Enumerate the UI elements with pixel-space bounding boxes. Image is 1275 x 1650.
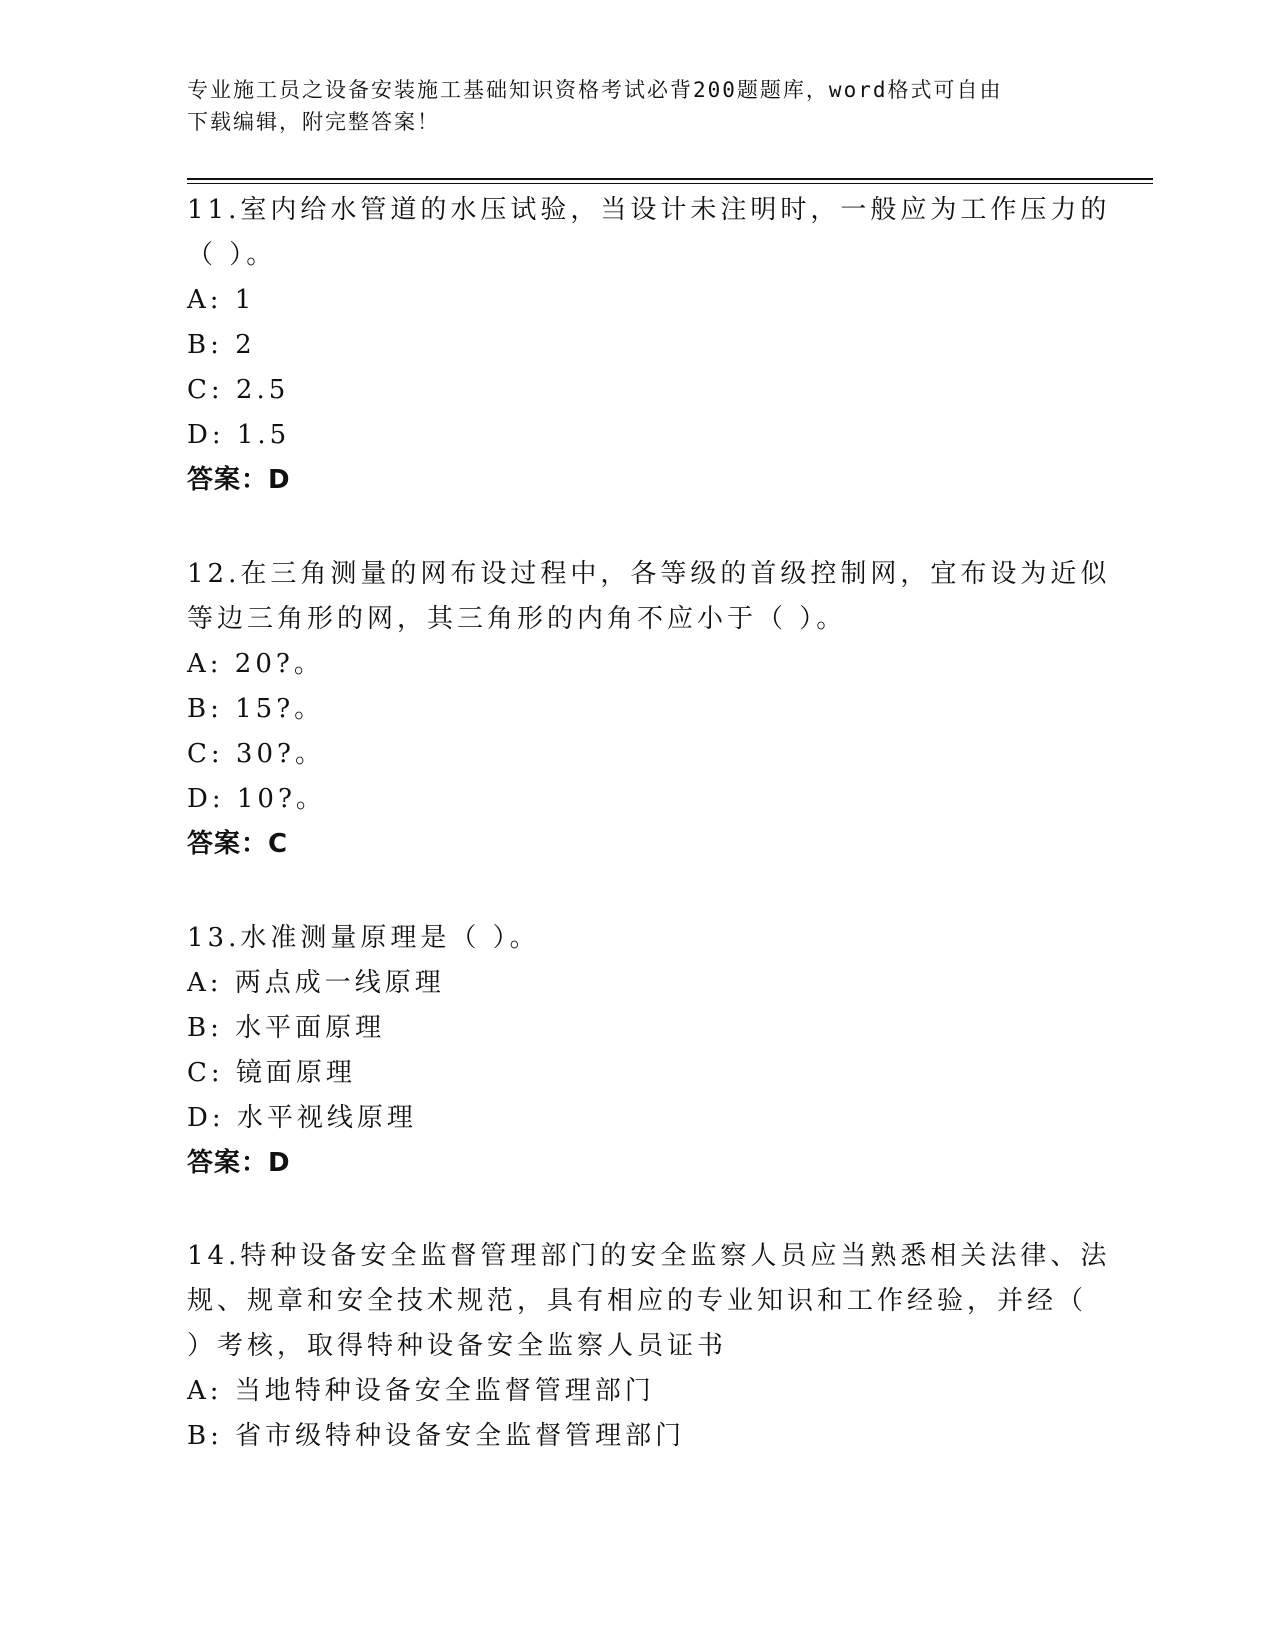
option-a: A: 1 [187,285,256,315]
option-d: D: 水平视线原理 [187,1103,417,1133]
option-c: C: 镜面原理 [187,1058,356,1088]
option-c: C: 30?。 [187,739,325,769]
option-b: B: 水平面原理 [187,1013,386,1043]
question-stem: 14.特种设备安全监督管理部门的安全监察人员应当熟悉相关法律、法 [187,1241,1111,1271]
option-b: B: 省市级特种设备安全监督管理部门 [187,1421,686,1451]
option-a: A: 当地特种设备安全监督管理部门 [187,1376,655,1406]
answer-line: 答案：D [187,465,291,495]
answer-line: 答案：D [187,1148,291,1178]
option-d: D: 1.5 [187,420,291,450]
header-line-2: 下载编辑，附完整答案！ [187,110,440,134]
header-line-1: 专业施工员之设备安装施工基础知识资格考试必背200题题库，word格式可自由 [187,78,1003,102]
question-stem: 12.在三角测量的网布设过程中，各等级的首级控制网，宜布设为近似 [187,559,1111,589]
document-header [187,74,1087,138]
question-14 [187,1234,1111,1459]
question-stem: 等边三角形的网，其三角形的内角不应小于（ ）。 [187,604,847,634]
question-stem: （ ）。 [187,240,277,270]
option-c: C: 2.5 [187,375,290,405]
question-13 [187,916,1087,1186]
header-divider-thin [187,183,1153,184]
header-divider-thick [187,178,1153,180]
option-a: A: 两点成一线原理 [187,968,445,998]
option-b: B: 15?。 [187,694,325,724]
question-stem: 规、规章和安全技术规范，具有相应的专业知识和工作经验，并经（ [187,1286,1088,1316]
option-d: D: 10?。 [187,784,326,814]
question-stem: 13.水准测量原理是（ ）。 [187,923,540,953]
option-b: B: 2 [187,330,256,360]
question-12 [187,552,1111,867]
question-stem: ）考核，取得特种设备安全监察人员证书 [187,1331,728,1361]
question-stem: 11.室内给水管道的水压试验，当设计未注明时，一般应为工作压力的 [187,195,1111,225]
answer-line: 答案：C [187,829,289,859]
option-a: A: 20?。 [187,649,324,679]
question-11 [187,188,1111,503]
